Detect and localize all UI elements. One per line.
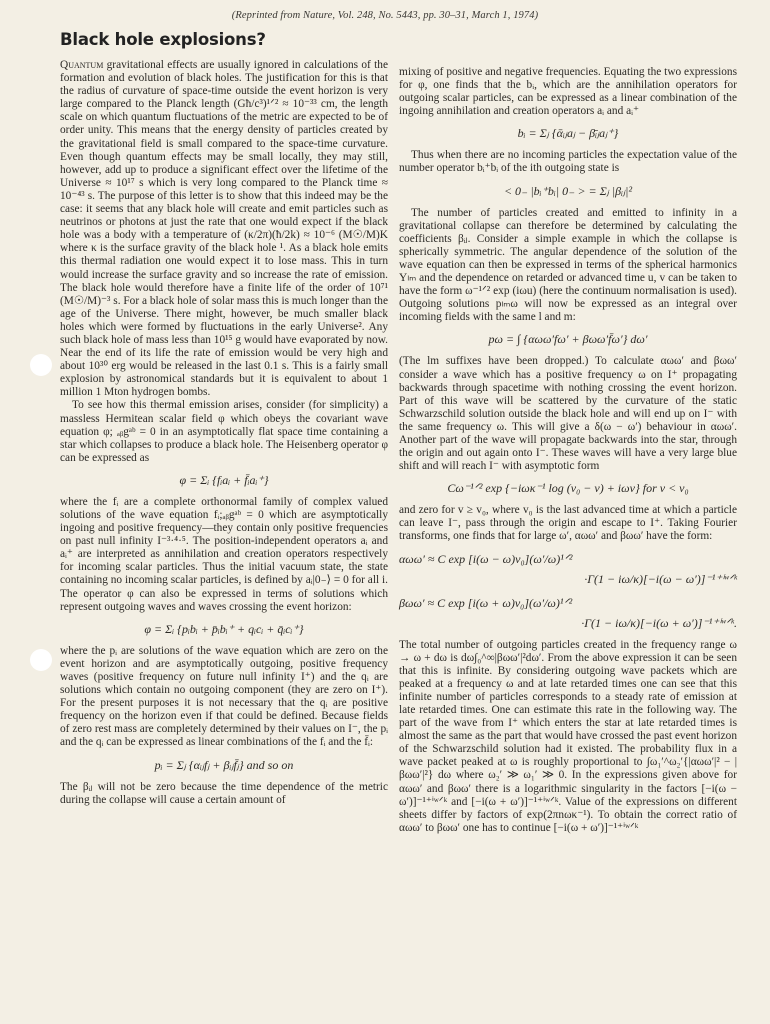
equation-asymptotic-form: Cω⁻¹ᐟ² exp {−iωκ⁻¹ log (v₀ − v) + iωv} for v < v₀: [447, 481, 689, 496]
equation-phi-f: φ = Σᵢ {fᵢaᵢ + f̄ᵢaᵢ⁺}: [179, 472, 269, 487]
paragraph: The total number of outgoing particles created in the frequency range ω → ω + dω is dω∫₀^∞|βωω′|²dω′. From the above expression it can be seen that this is infinite. By considering outgoing wave packets which are peaked at a frequency ω and at late retarded times one can see that this infinite number of particles corresponds to a steady rate of emission at late retarded times. One can estimate this rate in the following way. The part of the wave from I⁺ which enters the star at late retarded times is almost the same as the part that would have crossed the past event horizon of the Schwarzschild solution had it existed. The probability flux in a wave packet peaked at ω is roughly proportional to ∫ω₁′^ω₂′{|αωω′|² − |βωω′|²} dω where ω₂′ ≫ ω₁′ ≫ 0. In the expressions given above for αωω′ and βωω′ there is a logarithmic singularity in the factors [−i(ω − ω′)]⁻¹⁺ⁱʷᐟᵏ and [−i(ω + ω′)]⁻¹⁺ⁱʷᐟᵏ. Value of the expressions on different sheets differ by factors of exp(2πnωκ⁻¹). To obtain the correct ratio of αωω′ to βωω′ one has to continue [−i(ω + ω′)]⁻¹⁺ⁱʷᐟᵏ: [399, 638, 737, 834]
paragraph: and zero for v ≥ v₀, where v₀ is the last advanced time at which a particle can leave I⁻, pass through the origin and escape to I⁺. Taking Fourier transforms, one finds that for large ω′, αωω′ and βωω′ have the form:: [399, 504, 737, 543]
equation-beta-line2: ·Γ(1 − iω/κ)[−i(ω + ω′)]⁻¹⁺ⁱʷᐟᵏ.: [581, 615, 737, 630]
equation-alpha-line2: ·Γ(1 − iω/κ)[−i(ω − ω′)]⁻¹⁺ⁱʷᐟᵏ: [584, 571, 737, 586]
right-column: [399, 66, 737, 835]
paragraph: where the pᵢ are solutions of the wave equation which are zero on the event horizon and are asymptotically outgoing, positive frequency waves (positive frequency on future null infinity I⁺) and the qᵢ are solutions which contain no outgoing component (they are zero on I⁺). For the present purposes it is not necessary that the qᵢ are positive frequency on the horizon even if that could be defined. Because fields of zero rest mass are completely determined by their values on I⁻, the pᵢ and the qᵢ can be expressed as linear combinations of the fᵢ and the f̄ᵢ:: [60, 644, 388, 749]
equation-p-omega-integral: pω = ∫ {αωω′fω′ + βωω′f̄ω′} dω′: [488, 332, 648, 347]
equation-b: bᵢ = Σⱼ {ᾱᵢⱼaⱼ − β̄ᵢⱼaⱼ⁺}: [517, 126, 619, 141]
paragraph: The number of particles created and emitted to infinity in a gravitational collapse can therefore be determined by calculating the coefficients βᵢⱼ. Consider a simple example in which the collapse is spherically symmetric. The angular dependence of the solution of the wave equation can then be expressed in terms of the spherical harmonics Yₗₘ and the dependence on retarded or advanced time u, v can be taken to have the form ω⁻¹ᐟ² exp (iωu) (here the continuum normalisation is used). Outgoing solutions pₗₘω will now be expressed as an integral over incoming fields with the same l and m:: [399, 206, 737, 324]
equation-phi-p: φ = Σᵢ {pᵢbᵢ + p̄ᵢbᵢ⁺ + qᵢcᵢ + q̄ᵢcᵢ⁺}: [144, 621, 304, 636]
paragraph-text: gravitational effects are usually ignored in calculations of the formation and evolution of black holes. The justification for this is that the radius of curvature of space-time outside the event horizon is very large compared to the Planck length (Għ/c³)¹ᐟ² ≈ 10⁻³³ cm, the length scale on which quantum fluctuations of the metric are expected to be of order unity. This means that the energy density of particles created by the gravitational field is small compared to the space-time curvature. Even though quantum effects may be small locally, they may still, however, add up to produce a significant effect over the lifetime of the Universe ≈ 10¹⁷ s which is very long compared to the Planck time ≈ 10⁻⁴³ s. The purpose of this letter is to show that this indeed may be the case: it seems that any black hole will create and emit particles such as neutrinos or photons at just the rate that one would expect if the black hole was a body with a temperature of (κ/2π)(ħ/2k) ≈ 10⁻⁶ (M☉/M)K where κ is the surface gravity of the black hole ¹. As a black hole emits this thermal radiation one would expect it to lose mass. This in turn would increase the surface gravity and so increase the rate of emission. The black hole would therefore have a finite life of the order of 10⁷¹ (M☉/M)⁻³ s. For a black hole of solar mass this is much longer than the age of the Universe. There might, however, be much smaller black holes which were formed by fluctuations in the early Universe². Any such black hole of mass less than 10¹⁵ g would have evaporated by now. Near the end of its life the rate of emission would be very high and about 10³⁰ erg would be released in the last 0.1 s. This is a fairly small explosion by astronomical standards but it is equivalent to about 1 million 1 Mton hydrogen bombs.: [60, 59, 388, 399]
paragraph: where the fᵢ are a complete orthonormal family of complex valued solutions of the wave equation fᵢ;ₐᵦgᵃᵇ = 0 which are asymptotically ingoing and positive frequency—they contain only positive frequencies on past null infinity I⁻³·⁴·⁵. The position-independent operators aᵢ and aᵢ⁺ are interpreted as annihilation and creation operators respectively for incoming scalar particles. Thus the initial vacuum state, the state containing no incoming scalar particles, is defined by aᵢ|0₋⟩ = 0 for all i. The operator φ can also be expressed in terms of solutions which represent outgoing waves and waves crossing the event horizon:: [60, 495, 388, 613]
equation-beta-line1: βωω′ ≈ C exp [i(ω + ω)v₀](ω′/ω)¹ᐟ²: [399, 595, 573, 610]
equation-p-alpha-beta: pᵢ = Σⱼ {αᵢⱼfⱼ + βᵢⱼf̄ⱼ} and so on: [154, 757, 294, 772]
paragraph: The βᵢⱼ will not be zero because the time dependence of the metric during the collapse will cause a certain amount of: [60, 780, 388, 806]
reprint-note: (Reprinted from Nature, Vol. 248, No. 5443, pp. 30–31, March 1, 1974): [231, 10, 539, 21]
paragraph: mixing of positive and negative frequencies. Equating the two expressions for φ, one finds that the bᵢ, which are the annihilation operators for outgoing scalar particles, can be expressed as a linear combination of the ingoing annihilation and creation operators aᵢ and aᵢ⁺: [399, 66, 737, 118]
punch-hole-bottom: [30, 649, 52, 671]
paragraph: Thus when there are no incoming particles the expectation value of the number operator bᵢ⁺bᵢ of the ith outgoing state is: [399, 149, 737, 175]
lead-word: Quantum: [60, 59, 104, 71]
left-column: [60, 59, 388, 807]
punch-hole-top: [30, 354, 52, 376]
paragraph-intro: [60, 59, 388, 399]
paragraph: (The lm suffixes have been dropped.) To calculate αωω′ and βωω′ consider a wave which has a positive frequency ω on I⁺ propagating backwards through spacetime with nothing crossing the event horizon. Part of this wave will be scattered by the curvature of the static Schwarzschild solution outside the black hole and will end up on I⁻ with the same frequency ω. This will give a δ(ω − ω′) behaviour in αωω′. Another part of the wave will propagate backwards into the star, through the origin and out again onto I⁻. These waves will have a very large blue shift and will reach I⁻ with asymptotic form: [399, 355, 737, 473]
article-title: Black hole explosions?: [60, 30, 266, 49]
equation-expectation: < 0₋ |bᵢ⁺bᵢ| 0₋ > = Σⱼ |βᵢⱼ|²: [503, 183, 633, 198]
paragraph: To see how this thermal emission arises, consider (for simplicity) a massless Hermitean scalar field φ which obeys the covariant wave equation φ; ₐᵦgᵃᵇ = 0 in an asymptotically flat space time containing a star which collapses to produce a black hole. The Heisenberg operator φ can be expressed as: [60, 399, 388, 464]
equation-alpha-line1: αωω′ ≈ C exp [i(ω − ω)v₀](ω′/ω)¹ᐟ²: [399, 551, 573, 566]
